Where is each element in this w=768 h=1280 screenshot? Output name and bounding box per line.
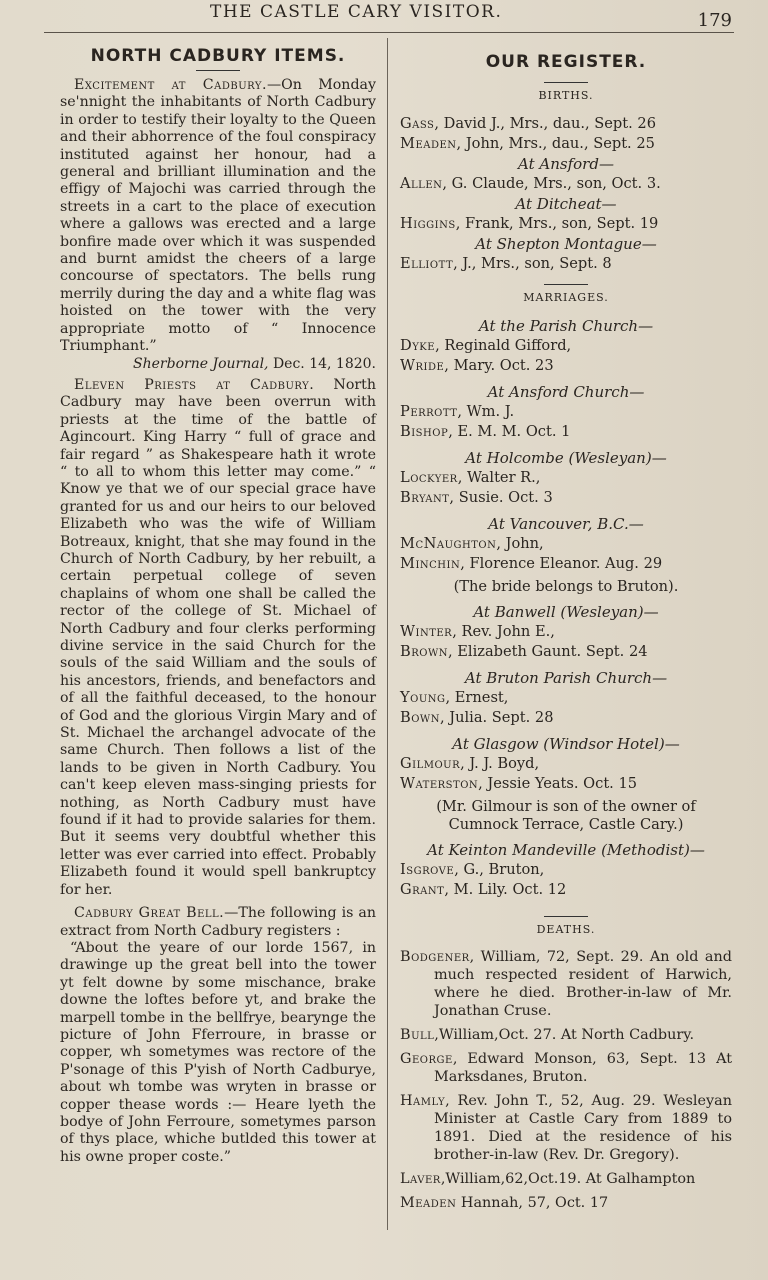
births-heading: BIRTHS. — [538, 89, 594, 102]
register-surname: Hamly — [400, 1093, 446, 1109]
register-surname: Gass — [400, 115, 435, 132]
article-great-bell — [60, 905, 376, 940]
register-details: , M. Lily. Oct. 12 — [444, 881, 567, 898]
marriage-group — [400, 316, 732, 382]
marriage-place: At Ansford Church— — [487, 383, 645, 401]
north-cadbury-column — [60, 44, 376, 1166]
register-details: , John, Mrs., dau., Sept. 25 — [456, 135, 655, 152]
register-surname: Perrott — [400, 403, 458, 420]
register-details: , William, 72, Sept. 29. An old and much respected resident of Harwich, where he died. Brother-in-law of Mr. Jonathan Cruse. — [434, 949, 732, 1019]
source-name: Sherborne Journal, — [133, 355, 269, 372]
register-details: , Wm. J. — [457, 403, 515, 420]
marriage-place: At the Parish Church— — [478, 317, 654, 335]
birth-entry — [400, 114, 732, 134]
section-heading: OUR REGISTER. — [485, 52, 647, 72]
register-details: , J. J. Boyd, — [460, 755, 540, 772]
birth-entry — [400, 134, 732, 154]
register-details: , Walter R., — [457, 469, 541, 486]
register-surname: Bodgener — [400, 949, 470, 965]
register-surname: Isgrove — [400, 861, 455, 878]
heading-rule — [544, 82, 588, 83]
register-surname: Meaden — [400, 135, 457, 152]
register-surname: Higgins — [400, 215, 456, 232]
register-surname: Allen — [400, 175, 443, 192]
marriage-entry — [400, 468, 732, 488]
death-entry — [400, 1026, 732, 1044]
article-text: —On Monday se'nnight the inhabitants of North Cadbury in order to testify their loyalty to the Queen and their abhorrence of the foul conspiracy instituted against her honour, had a general and brilliant illumination and the effigy of Majochi was carried through the streets in a cart to the place of execution where a gallows was erected and a large bonfire made over which it was suspended and burnt amidst the cheers of a large concourse of spectators. The bells rung merrily during the day and a white flag was hoisted on the tower with the very appropriate motto of “ Innocence Triumphant.” — [60, 77, 376, 355]
register-surname: Laver — [400, 1171, 441, 1187]
register-surname: George — [400, 1051, 453, 1067]
section-rule — [544, 916, 588, 917]
register-details: , John, — [496, 535, 544, 552]
deaths-list — [400, 948, 732, 1212]
register-details: , Florence Eleanor. Aug. 29 — [460, 555, 663, 572]
running-title: THE CASTLE CARY VISITOR. — [210, 2, 503, 22]
marriage-place: At Holcombe (Wesleyan)— — [465, 449, 667, 467]
marriages-list — [400, 316, 732, 906]
register-details: , Mary. Oct. 23 — [444, 357, 554, 374]
register-details: ,William,62,Oct.19. At Galhampton — [440, 1171, 696, 1187]
register-details: ,William,Oct. 27. At North Cadbury. — [434, 1027, 695, 1043]
register-surname: Elliott — [400, 255, 454, 272]
register-details: , J., Mrs., son, Sept. 8 — [453, 255, 612, 272]
marriage-group — [400, 514, 732, 596]
article-lead: Excitement at Cadbury. — [74, 77, 267, 93]
marriage-group — [400, 448, 732, 514]
column-divider — [387, 38, 388, 1230]
marriage-place: At Keinton Mandeville (Methodist)— — [427, 841, 705, 859]
marriage-place: At Vancouver, B.C.— — [488, 515, 644, 533]
register-details: Hannah, 57, Oct. 17 — [456, 1195, 609, 1211]
marriage-note: (The bride belongs to Bruton). — [453, 578, 679, 595]
marriage-group — [400, 734, 732, 834]
marriage-entry — [400, 642, 732, 662]
marriage-entry — [400, 488, 732, 508]
source-date: Dec. 14, 1820. — [272, 355, 376, 372]
birth-place: At Ansford— — [518, 155, 614, 173]
register-details: , David J., Mrs., dau., Sept. 26 — [434, 115, 656, 132]
death-entry — [400, 1092, 732, 1164]
births-list — [400, 114, 732, 274]
register-surname: Bishop — [400, 423, 449, 440]
register-surname: Young — [400, 689, 446, 706]
register-surname: Meaden — [400, 1195, 457, 1211]
section-heading: NORTH CADBURY ITEMS. — [90, 46, 346, 66]
marriage-entry — [400, 880, 732, 900]
register-details: , Rev. John E., — [452, 623, 555, 640]
register-details: , Julia. Sept. 28 — [439, 709, 554, 726]
register-surname: Minchin — [400, 555, 461, 572]
register-quote: “About the yeare of our lorde 1567, in drawinge up the great bell into the tower yt felt downe by some mischance, brake downe the loftes before yt, and brake the marpell tombe in the bellfrye, bearynge the picture of John Fferroure, in brasse or copper, wh sometymes was rectore of the P'sonage of this P'yish of North Cadburye, about wh tombe was wryten in brasse or copper thease words :— Heare lyeth the bodye of John Ferroure, sometymes parson of thys place, whiche butlded this tower at his owne proper coste.” — [60, 939, 376, 1165]
running-head — [0, 0, 768, 32]
marriage-place: At Glasgow (Windsor Hotel)— — [452, 735, 680, 753]
register-column — [400, 44, 732, 1218]
register-surname: Bown — [400, 709, 440, 726]
register-surname: Bryant — [400, 489, 450, 506]
register-surname: Gilmour — [400, 755, 461, 772]
register-surname: Dyke — [400, 337, 436, 354]
register-surname: Brown — [400, 643, 448, 660]
marriage-entry — [400, 402, 732, 422]
article-eleven-priests — [60, 377, 376, 899]
register-details: , G., Bruton, — [454, 861, 545, 878]
register-surname: Grant — [400, 881, 445, 898]
marriage-entry — [400, 708, 732, 728]
article-text: North Cadbury may have been overrun with priests at the time of the battle of Agincourt. King Harry “ full of grace and fair regard ” as Shakespeare hath it wrote “ to all to whom this letter may come.” “ Know ye that we of our special grace have granted for us and our heirs to our beloved Elizabeth who was the wife of William Botreaux, knight, that she may found in the Church of North Cadbury, by her rebuilt, a certain perpetual college of seven chaplains of whom one shall be called the rector of the college of St. Michael of North Cadbury and four clerks performing divine service in the said Church for the souls of the said William and the souls of his ancestors, friends, and benefactors and of all the faithful deceased, to the honour of God and the glorious Virgin Mary and of St. Michael the archangel advocate of the same Church. Then follows a list of the lands to be given in North Cadbury. You can't keep eleven mass-singing priests for nothing, as North Cadbury must have found if it had to provide salaries for them. But it seems very doubtful whether this letter was ever carried into effect. Probably Elizabeth found it would spell bankruptcy for her. — [60, 376, 376, 898]
marriages-heading: MARRIAGES. — [523, 291, 609, 304]
page-number: 179 — [697, 10, 732, 31]
birth-place: At Shepton Montague— — [475, 235, 657, 253]
register-details: , G. Claude, Mrs., son, Oct. 3. — [442, 175, 661, 192]
register-details: , Rev. John T., 52, Aug. 29. Wesleyan Minister at Castle Cary from 1889 to 1891. Died at the residence of his brother-in-law (Rev. Dr. Gregory). — [434, 1093, 732, 1163]
marriage-group — [400, 602, 732, 668]
register-surname: Waterston — [400, 775, 479, 792]
marriage-group — [400, 668, 732, 734]
article-text: —The following is an extract from North Cadbury registers : — [60, 905, 376, 939]
marriage-entry — [400, 534, 732, 554]
death-entry — [400, 948, 732, 1020]
article-source — [60, 356, 376, 373]
article-excitement — [60, 77, 376, 356]
marriage-entry — [400, 336, 732, 356]
register-surname: McNaughton — [400, 535, 497, 552]
birth-place: At Ditcheat— — [515, 195, 617, 213]
marriage-entry — [400, 356, 732, 376]
marriage-entry — [400, 688, 732, 708]
article-lead: Eleven Priests at Cadbury. — [74, 376, 315, 393]
section-rule — [544, 284, 588, 285]
death-entry — [400, 1170, 732, 1188]
deaths-heading: DEATHS. — [536, 923, 596, 936]
marriage-note: (Mr. Gilmour is son of the owner of Cumnock Terrace, Castle Cary.) — [436, 798, 696, 833]
register-details: , Jessie Yeats. Oct. 15 — [478, 775, 638, 792]
marriage-place: At Banwell (Wesleyan)— — [473, 603, 659, 621]
heading-rule — [196, 70, 240, 71]
birth-entry — [400, 214, 732, 234]
death-entry — [400, 1194, 732, 1212]
marriage-entry — [400, 774, 732, 794]
marriage-entry — [400, 622, 732, 642]
register-details: , Frank, Mrs., son, Sept. 19 — [455, 215, 659, 232]
marriage-place: At Bruton Parish Church— — [464, 669, 668, 687]
death-entry — [400, 1050, 732, 1086]
register-details: , Edward Monson, 63, Sept. 13 At Marksdanes, Bruton. — [434, 1051, 732, 1085]
register-details: , Elizabeth Gaunt. Sept. 24 — [447, 643, 648, 660]
article-lead: Cadbury Great Bell. — [74, 905, 225, 922]
register-surname: Bull — [400, 1027, 435, 1043]
marriage-entry — [400, 860, 732, 880]
birth-entry — [400, 174, 732, 194]
marriage-entry — [400, 554, 732, 574]
marriage-group — [400, 840, 732, 906]
header-rule — [44, 32, 734, 33]
register-surname: Lockyer — [400, 469, 458, 486]
register-details: , Susie. Oct. 3 — [449, 489, 553, 506]
register-surname: Wride — [400, 357, 445, 374]
marriage-group — [400, 382, 732, 448]
marriage-entry — [400, 754, 732, 774]
register-surname: Winter — [400, 623, 453, 640]
register-details: , Reginald Gifford, — [435, 337, 572, 354]
register-details: , Ernest, — [445, 689, 509, 706]
marriage-entry — [400, 422, 732, 442]
birth-entry — [400, 254, 732, 274]
register-details: , E. M. M. Oct. 1 — [448, 423, 571, 440]
